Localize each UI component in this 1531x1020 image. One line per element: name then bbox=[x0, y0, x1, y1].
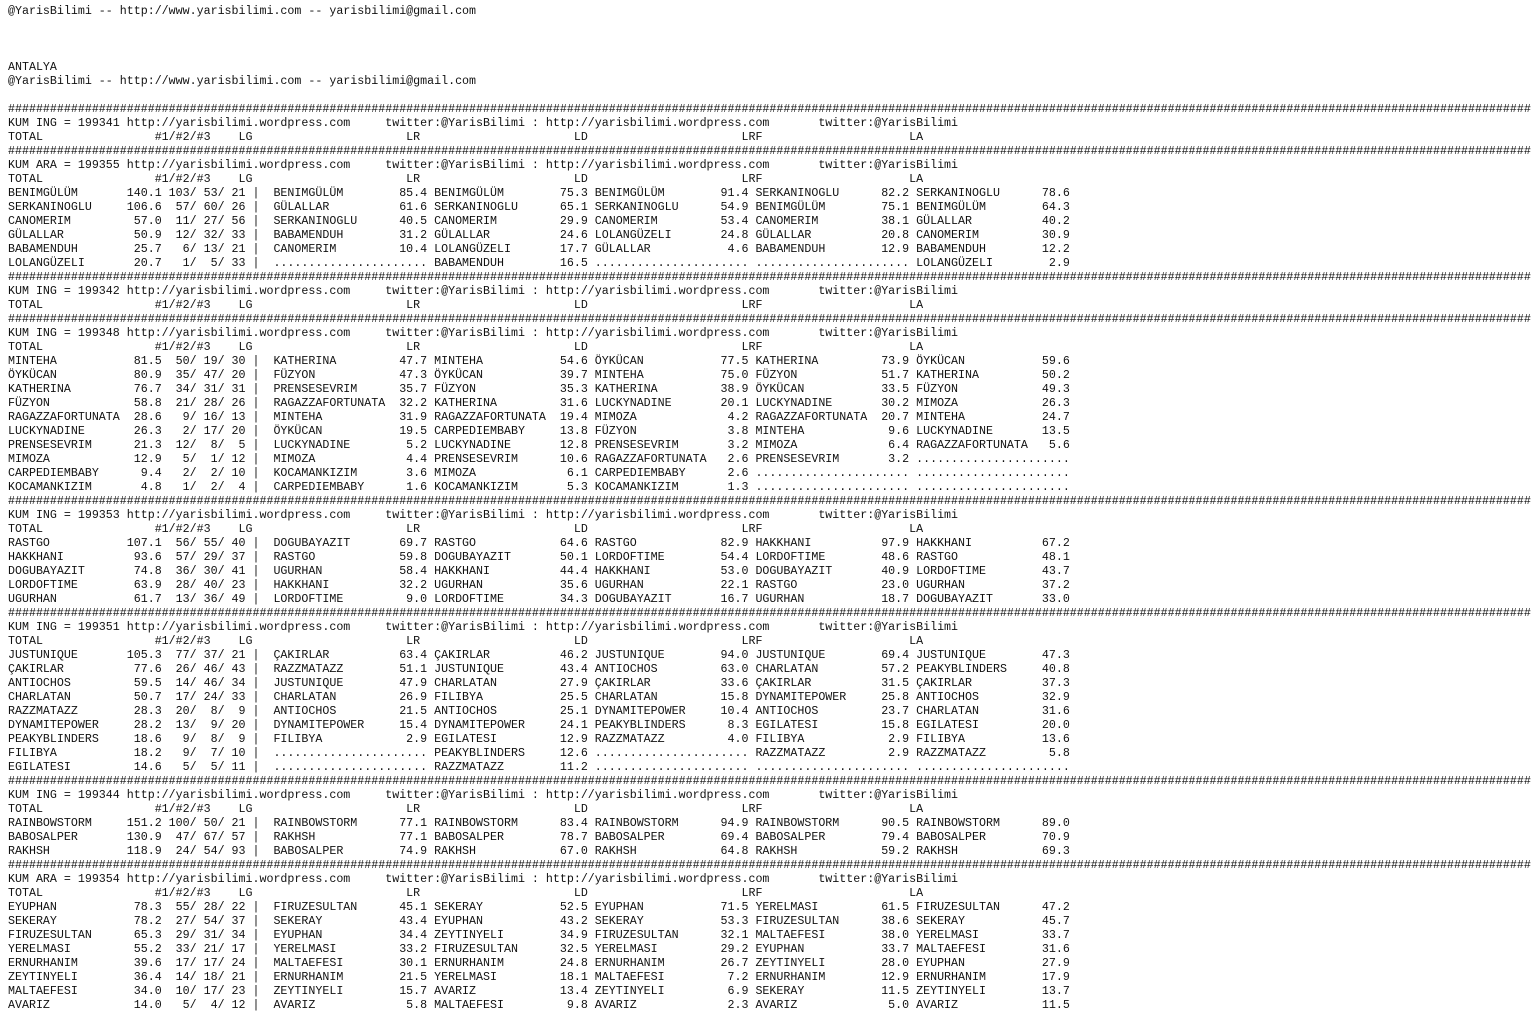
table-row: RAZZMATAZZ 28.3 20/ 8/ 9 | ANTIOCHOS 21.5 ANTIOCHOS 25.1 DYNAMITEPOWER 10.4 ANTIOCHOS 23.7 CHARLATAN 31.6 bbox=[8, 705, 1070, 718]
blank-line bbox=[8, 19, 1531, 33]
table-row: BABOSALPER 130.9 47/ 67/ 57 | RAKHSH 77.1 BABOSALPER 78.7 BABOSALPER 69.4 BABOSALPER 79.4 BABOSALPER 70.9 bbox=[8, 831, 1070, 844]
column-header-line: TOTAL #1/#2/#3 LG LR LD LRF LA bbox=[8, 131, 924, 144]
blank-line bbox=[8, 47, 1531, 61]
race-header-line: KUM ING = 199353 http://yarisbilimi.wordpress.com twitter:@YarisBilimi : http://yarisbilimi.wordpress.com twitter:@YarisBilimi bbox=[8, 509, 959, 522]
signature-line: @YarisBilimi -- http://www.yarisbilimi.com -- yarisbilimi@gmail.com bbox=[8, 5, 477, 18]
table-row: RASTGO 107.1 56/ 55/ 40 | DOGUBAYAZIT 69.7 RASTGO 64.6 RASTGO 82.9 HAKKHANI 97.9 HAKKHANI 67.2 bbox=[8, 537, 1070, 550]
column-header-line: TOTAL #1/#2/#3 LG LR LD LRF LA bbox=[8, 635, 924, 648]
table-row: SERKANINOGLU 106.6 57/ 60/ 26 | GÜLALLAR 61.6 SERKANINOGLU 65.1 SERKANINOGLU 54.9 BENIMGÜLÜM 75.1 BENIMGÜLÜM 64.3 bbox=[8, 201, 1070, 214]
column-header-line: TOTAL #1/#2/#3 LG LR LD LRF LA bbox=[8, 341, 924, 354]
text-line: @YarisBilimi -- http://www.yarisbilimi.com -- yarisbilimi@gmail.com bbox=[8, 75, 477, 88]
table-row: MALTAEFESI 34.0 10/ 17/ 23 | ZEYTINYELI 15.7 AVARIZ 13.4 ZEYTINYELI 6.9 SEKERAY 11.5 ZEYTINYELI 13.7 bbox=[8, 985, 1070, 998]
column-header-line: TOTAL #1/#2/#3 LG LR LD LRF LA bbox=[8, 523, 924, 536]
race-header-line: KUM ING = 199344 http://yarisbilimi.wordpress.com twitter:@YarisBilimi : http://yarisbilimi.wordpress.com twitter:@YarisBilimi bbox=[8, 789, 959, 802]
race-header-line: KUM ING = 199351 http://yarisbilimi.wordpress.com twitter:@YarisBilimi : http://yarisbilimi.wordpress.com twitter:@YarisBilimi bbox=[8, 621, 959, 634]
separator-line: ########################################################################################################################################################################################################################## bbox=[8, 103, 1531, 116]
blank-line bbox=[8, 33, 1531, 47]
table-row: GÜLALLAR 50.9 12/ 32/ 33 | BABAMENDUH 31.2 GÜLALLAR 24.6 LOLANGÜZELI 24.8 GÜLALLAR 20.8 CANOMERIM 30.9 bbox=[8, 229, 1070, 242]
report-text bbox=[8, 5, 1531, 1013]
table-row: LORDOFTIME 63.9 28/ 40/ 23 | HAKKHANI 32.2 UGURHAN 35.6 UGURHAN 22.1 RASTGO 23.0 UGURHAN 37.2 bbox=[8, 579, 1070, 592]
separator-line: ########################################################################################################################################################################################################################## bbox=[8, 607, 1531, 620]
table-row: MIMOZA 12.9 5/ 1/ 12 | MIMOZA 4.4 PRENSESEVRIM 10.6 RAGAZZAFORTUNATA 2.6 PRENSESEVRIM 3.2 ...................... bbox=[8, 453, 1070, 466]
table-row: LOLANGÜZELI 20.7 1/ 5/ 33 | ...................... BABAMENDUH 16.5 ...................... ...................... LOLANGÜZELI 2.9 bbox=[8, 257, 1070, 270]
table-row: PRENSESEVRIM 21.3 12/ 8/ 5 | LUCKYNADINE 5.2 LUCKYNADINE 12.8 PRENSESEVRIM 3.2 MIMOZA 6.4 RAGAZZAFORTUNATA 5.6 bbox=[8, 439, 1070, 452]
table-row: RAKHSH 118.9 24/ 54/ 93 | BABOSALPER 74.9 RAKHSH 67.0 RAKHSH 64.8 RAKHSH 59.2 RAKHSH 69.3 bbox=[8, 845, 1070, 858]
column-header-line: TOTAL #1/#2/#3 LG LR LD LRF LA bbox=[8, 173, 924, 186]
separator-line: ########################################################################################################################################################################################################################## bbox=[8, 775, 1531, 788]
table-row: YERELMASI 55.2 33/ 21/ 17 | YERELMASI 33.2 FIRUZESULTAN 32.5 YERELMASI 29.2 EYUPHAN 33.7 MALTAEFESI 31.6 bbox=[8, 943, 1070, 956]
table-row: EYUPHAN 78.3 55/ 28/ 22 | FIRUZESULTAN 45.1 SEKERAY 52.5 EYUPHAN 71.5 YERELMASI 61.5 FIRUZESULTAN 47.2 bbox=[8, 901, 1070, 914]
race-header-line: KUM ING = 199342 http://yarisbilimi.wordpress.com twitter:@YarisBilimi : http://yarisbilimi.wordpress.com twitter:@YarisBilimi bbox=[8, 285, 959, 298]
table-row: CHARLATAN 50.7 17/ 24/ 33 | CHARLATAN 26.9 FILIBYA 25.5 CHARLATAN 15.8 DYNAMITEPOWER 25.8 ANTIOCHOS 32.9 bbox=[8, 691, 1070, 704]
table-row: FILIBYA 18.2 9/ 7/ 10 | ...................... PEAKYBLINDERS 12.6 ...................... RAZZMATAZZ 2.9 RAZZMATAZZ 5.8 bbox=[8, 747, 1070, 760]
separator-line: ########################################################################################################################################################################################################################## bbox=[8, 495, 1531, 508]
city-title: ANTALYA bbox=[8, 61, 57, 74]
race-header-line: KUM ARA = 199354 http://yarisbilimi.wordpress.com twitter:@YarisBilimi : http://yarisbilimi.wordpress.com twitter:@YarisBilimi bbox=[8, 873, 959, 886]
table-row: SEKERAY 78.2 27/ 54/ 37 | SEKERAY 43.4 EYUPHAN 43.2 SEKERAY 53.3 FIRUZESULTAN 38.6 SEKERAY 45.7 bbox=[8, 915, 1070, 928]
table-row: KATHERINA 76.7 34/ 31/ 31 | PRENSESEVRIM 35.7 FÜZYON 35.3 KATHERINA 38.9 ÖYKÜCAN 33.5 FÜZYON 49.3 bbox=[8, 383, 1070, 396]
blank-line bbox=[8, 89, 1531, 103]
table-row: DYNAMITEPOWER 28.2 13/ 9/ 20 | DYNAMITEPOWER 15.4 DYNAMITEPOWER 24.1 PEAKYBLINDERS 8.3 EGILATESI 15.8 EGILATESI 20.0 bbox=[8, 719, 1070, 732]
race-header-line: KUM ARA = 199355 http://yarisbilimi.wordpress.com twitter:@YarisBilimi : http://yarisbilimi.wordpress.com twitter:@YarisBilimi bbox=[8, 159, 959, 172]
table-row: LUCKYNADINE 26.3 2/ 17/ 20 | ÖYKÜCAN 19.5 CARPEDIEMBABY 13.8 FÜZYON 3.8 MINTEHA 9.6 LUCKYNADINE 13.5 bbox=[8, 425, 1070, 438]
table-row: JUSTUNIQUE 105.3 77/ 37/ 21 | ÇAKIRLAR 63.4 ÇAKIRLAR 46.2 JUSTUNIQUE 94.0 JUSTUNIQUE 69.4 JUSTUNIQUE 47.3 bbox=[8, 649, 1070, 662]
race-header-line: KUM ING = 199348 http://yarisbilimi.wordpress.com twitter:@YarisBilimi : http://yarisbilimi.wordpress.com twitter:@YarisBilimi bbox=[8, 327, 959, 340]
table-row: BABAMENDUH 25.7 6/ 13/ 21 | CANOMERIM 10.4 LOLANGÜZELI 17.7 GÜLALLAR 4.6 BABAMENDUH 12.9 BABAMENDUH 12.2 bbox=[8, 243, 1070, 256]
table-row: BENIMGÜLÜM 140.1 103/ 53/ 21 | BENIMGÜLÜM 85.4 BENIMGÜLÜM 75.3 BENIMGÜLÜM 91.4 SERKANINOGLU 82.2 SERKANINOGLU 78.6 bbox=[8, 187, 1070, 200]
column-header-line: TOTAL #1/#2/#3 LG LR LD LRF LA bbox=[8, 299, 924, 312]
table-row: CANOMERIM 57.0 11/ 27/ 56 | SERKANINOGLU 40.5 CANOMERIM 29.9 CANOMERIM 53.4 CANOMERIM 38.1 GÜLALLAR 40.2 bbox=[8, 215, 1070, 228]
table-row: MINTEHA 81.5 50/ 19/ 30 | KATHERINA 47.7 MINTEHA 54.6 ÖYKÜCAN 77.5 KATHERINA 73.9 ÖYKÜCAN 59.6 bbox=[8, 355, 1070, 368]
table-row: DOGUBAYAZIT 74.8 36/ 30/ 41 | UGURHAN 58.4 HAKKHANI 44.4 HAKKHANI 53.0 DOGUBAYAZIT 40.9 LORDOFTIME 43.7 bbox=[8, 565, 1070, 578]
separator-line: ########################################################################################################################################################################################################################## bbox=[8, 859, 1531, 872]
table-row: PEAKYBLINDERS 18.6 9/ 8/ 9 | FILIBYA 2.9 EGILATESI 12.9 RAZZMATAZZ 4.0 FILIBYA 2.9 FILIBYA 13.6 bbox=[8, 733, 1070, 746]
table-row: FIRUZESULTAN 65.3 29/ 31/ 34 | EYUPHAN 34.4 ZEYTINYELI 34.9 FIRUZESULTAN 32.1 MALTAEFESI 38.0 YERELMASI 33.7 bbox=[8, 929, 1070, 942]
separator-line: ########################################################################################################################################################################################################################## bbox=[8, 271, 1531, 284]
table-row: RAGAZZAFORTUNATA 28.6 9/ 16/ 13 | MINTEHA 31.9 RAGAZZAFORTUNATA 19.4 MIMOZA 4.2 RAGAZZAFORTUNATA 20.7 MINTEHA 24.7 bbox=[8, 411, 1070, 424]
table-row: ANTIOCHOS 59.5 14/ 46/ 34 | JUSTUNIQUE 47.9 CHARLATAN 27.9 ÇAKIRLAR 33.6 ÇAKIRLAR 31.5 ÇAKIRLAR 37.3 bbox=[8, 677, 1070, 690]
table-row: ÖYKÜCAN 80.9 35/ 47/ 20 | FÜZYON 47.3 ÖYKÜCAN 39.7 MINTEHA 75.0 FÜZYON 51.7 KATHERINA 50.2 bbox=[8, 369, 1070, 382]
table-row: FÜZYON 58.8 21/ 28/ 26 | RAGAZZAFORTUNATA 32.2 KATHERINA 31.6 LUCKYNADINE 20.1 LUCKYNADINE 30.2 MIMOZA 26.3 bbox=[8, 397, 1070, 410]
separator-line: ########################################################################################################################################################################################################################## bbox=[8, 145, 1531, 158]
table-row: RAINBOWSTORM 151.2 100/ 50/ 21 | RAINBOWSTORM 77.1 RAINBOWSTORM 83.4 RAINBOWSTORM 94.9 RAINBOWSTORM 90.5 RAINBOWSTORM 89.0 bbox=[8, 817, 1070, 830]
table-row: HAKKHANI 93.6 57/ 29/ 37 | RASTGO 59.8 DOGUBAYAZIT 50.1 LORDOFTIME 54.4 LORDOFTIME 48.6 RASTGO 48.1 bbox=[8, 551, 1070, 564]
table-row: AVARIZ 14.0 5/ 4/ 12 | AVARIZ 5.8 MALTAEFESI 9.8 AVARIZ 2.3 AVARIZ 5.0 AVARIZ 11.5 bbox=[8, 999, 1070, 1012]
column-header-line: TOTAL #1/#2/#3 LG LR LD LRF LA bbox=[8, 803, 924, 816]
table-row: CARPEDIEMBABY 9.4 2/ 2/ 10 | KOCAMANKIZIM 3.6 MIMOZA 6.1 CARPEDIEMBABY 2.6 ...................... ...................... bbox=[8, 467, 1070, 480]
table-row: UGURHAN 61.7 13/ 36/ 49 | LORDOFTIME 9.0 LORDOFTIME 34.3 DOGUBAYAZIT 16.7 UGURHAN 18.7 DOGUBAYAZIT 33.0 bbox=[8, 593, 1070, 606]
column-header-line: TOTAL #1/#2/#3 LG LR LD LRF LA bbox=[8, 887, 924, 900]
table-row: ZEYTINYELI 36.4 14/ 18/ 21 | ERNURHANIM 21.5 YERELMASI 18.1 MALTAEFESI 7.2 ERNURHANIM 12.9 ERNURHANIM 17.9 bbox=[8, 971, 1070, 984]
table-row: ERNURHANIM 39.6 17/ 17/ 24 | MALTAEFESI 30.1 ERNURHANIM 24.8 ERNURHANIM 26.7 ZEYTINYELI 28.0 EYUPHAN 27.9 bbox=[8, 957, 1070, 970]
table-row: KOCAMANKIZIM 4.8 1/ 2/ 4 | CARPEDIEMBABY 1.6 KOCAMANKIZIM 5.3 KOCAMANKIZIM 1.3 ...................... ...................... bbox=[8, 481, 1070, 494]
table-row: EGILATESI 14.6 5/ 5/ 11 | ...................... RAZZMATAZZ 11.2 ...................... ...................... ...................... bbox=[8, 761, 1070, 774]
table-row: ÇAKIRLAR 77.6 26/ 46/ 43 | RAZZMATAZZ 51.1 JUSTUNIQUE 43.4 ANTIOCHOS 63.0 CHARLATAN 57.2 PEAKYBLINDERS 40.8 bbox=[8, 663, 1070, 676]
separator-line: ########################################################################################################################################################################################################################## bbox=[8, 313, 1531, 326]
race-header-line: KUM ING = 199341 http://yarisbilimi.wordpress.com twitter:@YarisBilimi : http://yarisbilimi.wordpress.com twitter:@YarisBilimi bbox=[8, 117, 959, 130]
